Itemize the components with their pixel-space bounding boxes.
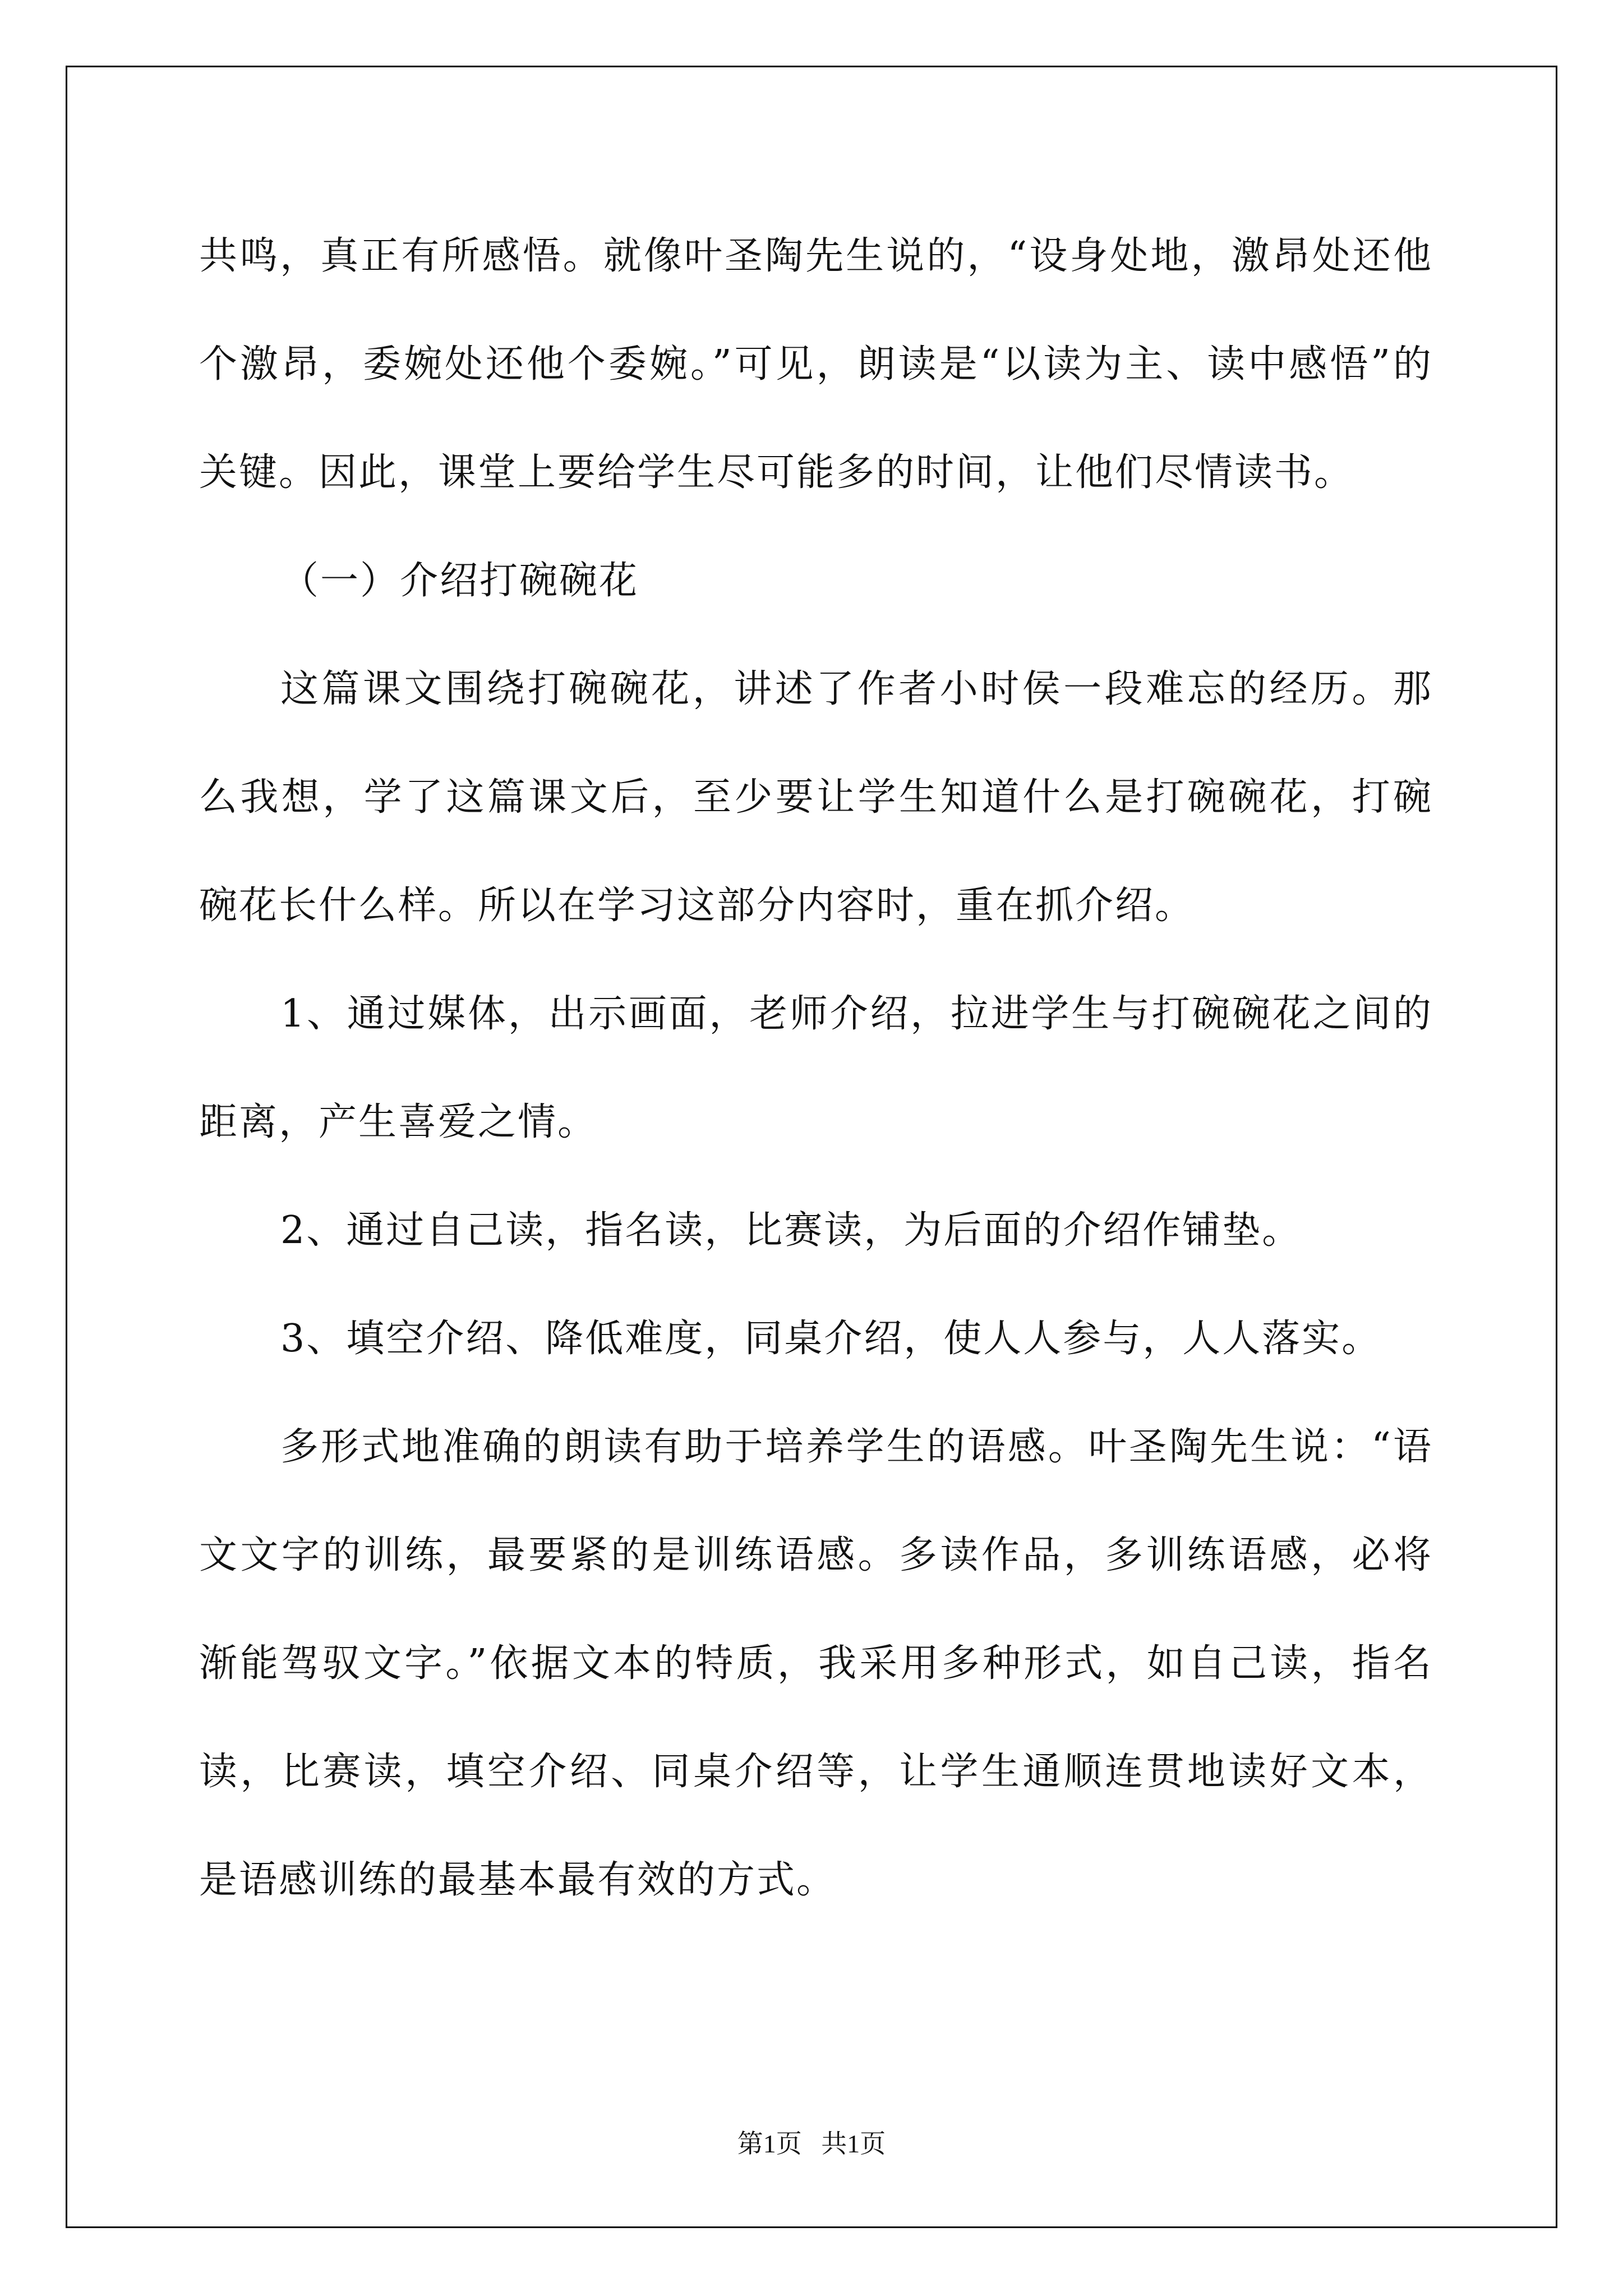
paragraph-3: 多形式地准确的朗读有助于培养学生的语感。叶圣陶先生说：“语文文字的训练，最要紧的是训练语感。多读作品，多训练语感，必将渐能驾驭文字。”依据文本的特质，我采用多种形式，如自己读，指名读，比赛读，填空介绍、同桌介绍等，让学生通顺连贯地读好文本，是语感训练的最基本最有效的方式。: [199, 1425, 1433, 1902]
document-body: [199, 202, 1433, 1934]
list-item-2: 2、通过自己读，指名读，比赛读，为后面的介绍作铺垫。: [280, 1208, 1302, 1253]
list-item-1: 1、通过媒体，出示画面，老师介绍，拉进学生与打碗碗花之间的距离，产生喜爱之情。: [199, 992, 1433, 1144]
page-footer: 第1页 共1页: [737, 2129, 886, 2158]
list-item-3: 3、填空介绍、降低难度，同桌介绍，使人人参与，人人落实。: [280, 1317, 1382, 1361]
paragraph-2: 这篇课文围绕打碗碗花，讲述了作者小时侯一段难忘的经历。那么我想，学了这篇课文后，至少要让学生知道什么是打碗碗花，打碗碗花长什么样。所以在学习这部分内容时，重在抓介绍。: [199, 667, 1433, 928]
section-heading: （一）介绍打碗碗花: [280, 559, 639, 603]
paragraph-1: 共鸣，真正有所感悟。就像叶圣陶先生说的，“设身处地，激昂处还他个激昂，委婉处还他个委婉。”可见，朗读是“以读为主、读中感悟”的关键。因此，课堂上要给学生尽可能多的时间，让他们尽情读书。: [199, 234, 1433, 495]
